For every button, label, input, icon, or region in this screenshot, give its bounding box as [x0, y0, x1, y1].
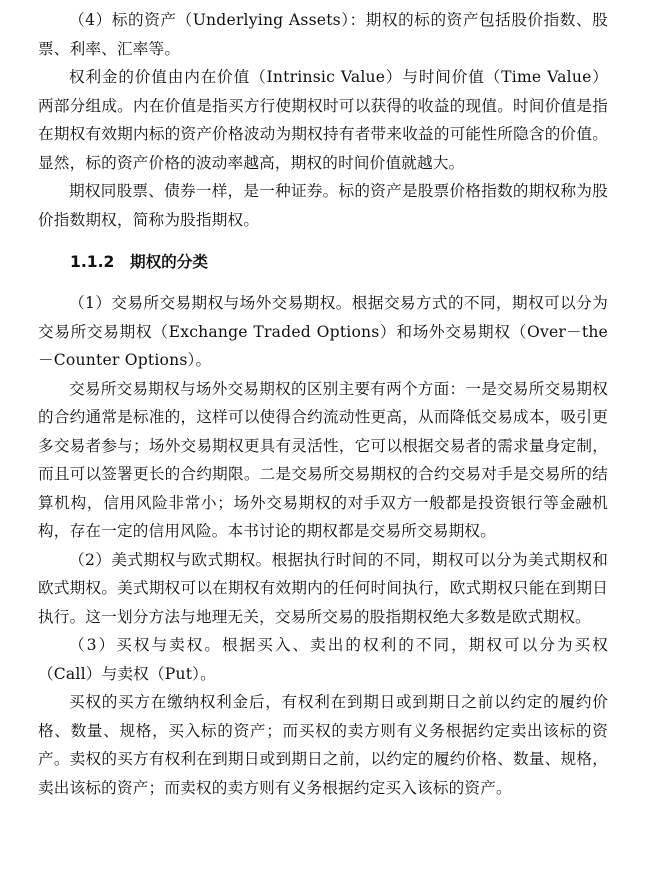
paragraph-underlying-assets: （4）标的资产（Underlying Assets）：期权的标的资产包括股价指数、股票、利率、汇率等。	[38, 11, 608, 58]
paragraph-call-put: （3）买权与卖权。根据买入、卖出的权利的不同，期权可以分为买权（Call）与卖权（Put）。	[38, 636, 608, 683]
paragraph-call-put-rights: 买权的买方在缴纳权利金后，有权利在到期日或到期日之前以约定的履约价格、数量、规格，买入标的资产；而买权的卖方则有义务根据约定卖出该标的资产。卖权的买方有权利在到期日或到期日之前，以约定的履约价格、数量、规格，卖出该标的资产；而卖权的卖方则有义务根据约定买入该标的资产。	[38, 693, 608, 797]
paragraph-exchange-vs-otc: （1）交易所交易期权与场外交易期权。根据交易方式的不同，期权可以分为交易所交易期权（Exchange Traded Options）和场外交易期权（Over－the－Counter Options）。	[38, 294, 608, 369]
paragraph-exchange-otc-differences: 交易所交易期权与场外交易期权的区别主要有两个方面：一是交易所交易期权的合约通常是标准的，这样可以使得合约流动性更高，从而降低交易成本，吸引更多交易者参与；场外交易期权更具有灵活性，它可以根据交易者的需求量身定制，而且可以签署更长的合约期限。二是交易所交易期权的合约交易对手是交易所的结算机构，信用风险非常小；场外交易期权的对手双方一般都是投资银行等金融机构，存在一定的信用风险。本书讨论的期权都是交易所交易期权。	[38, 379, 608, 540]
paragraph-premium-value: 权利金的价值由内在价值（Intrinsic Value）与时间价值（Time Value）两部分组成。内在价值是指买方行使期权时可以获得的收益的现值。时间价值是指在期权有效期内标的资产价格波动为期权持有者带来收益的可能性所隐含的价值。显然，标的资产价格的波动率越高，期权的时间价值就越大。	[38, 68, 608, 172]
paragraph-american-european: （2）美式期权与欧式期权。根据执行时间的不同，期权可以分为美式期权和欧式期权。美式期权可以在期权有效期内的任何时间执行，欧式期权只能在到期日执行。这一划分方法与地理无关，交易所交易的股指期权绝大多数是欧式期权。	[38, 550, 608, 626]
section-heading: 1.1.2 期权的分类	[70, 253, 208, 271]
document-page	[38, 6, 608, 802]
paragraph-index-option: 期权同股票、债券一样，是一种证券。标的资产是股票价格指数的期权称为股价指数期权，简称为股指期权。	[38, 182, 608, 229]
